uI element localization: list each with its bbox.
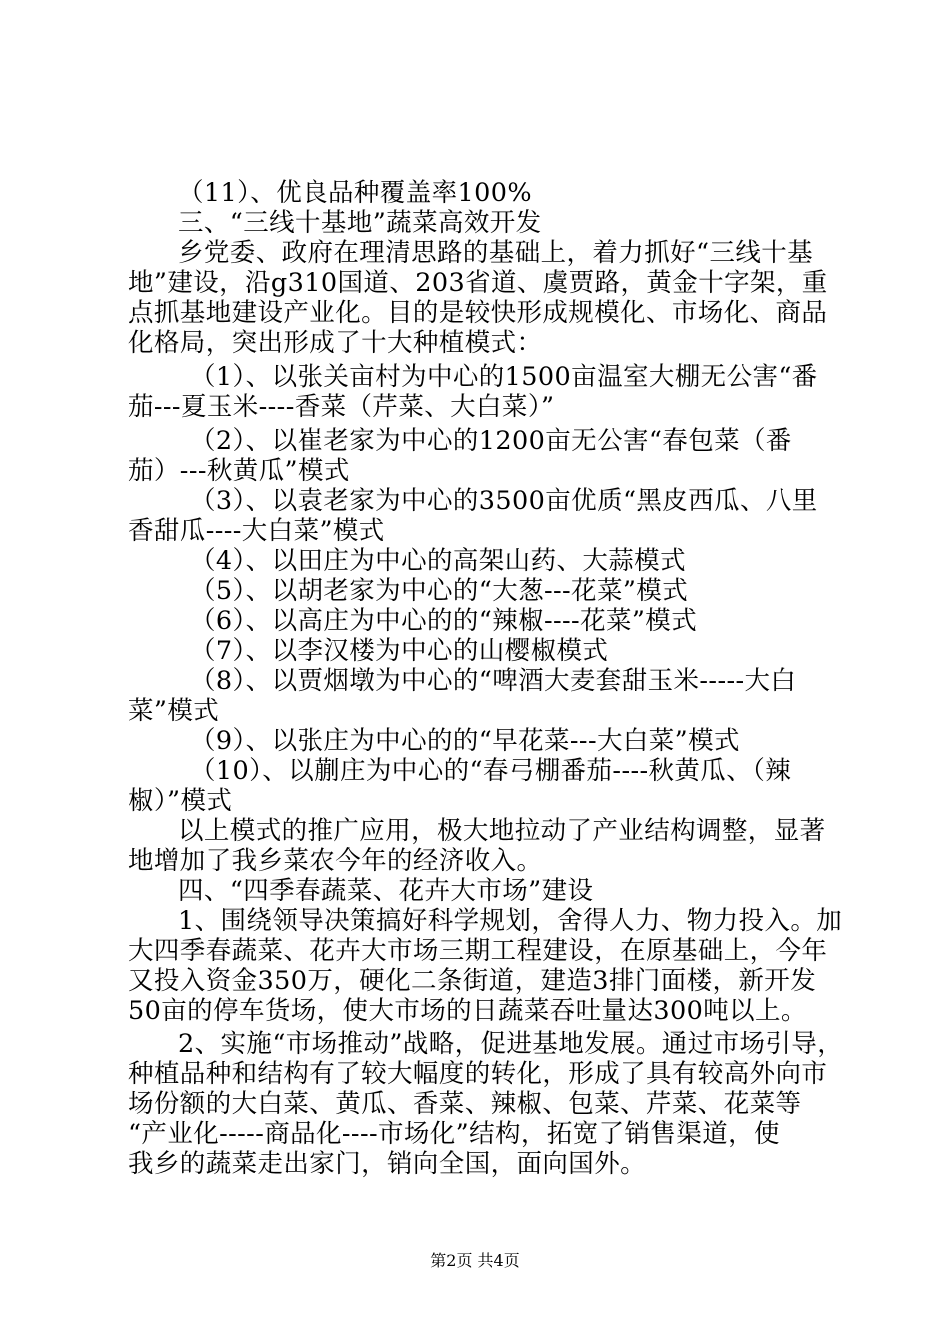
- text-line: 我乡的蔬菜走出家门，销向全国，面向国外。: [128, 1149, 647, 1179]
- text-line: 地”建设，沿g310国道、203省道、虞贾路，黄金十字架，重: [128, 268, 828, 298]
- text-line: （11）、优良品种覆盖率100%: [178, 178, 532, 208]
- text-line: 茄）---秋黄瓜”模式: [128, 456, 350, 486]
- section-heading: 三、“三线十基地”蔬菜高效开发: [178, 208, 542, 238]
- list-item: （10）、以蒯庄为中心的“春弓棚番茄----秋黄瓜、（辣: [190, 756, 792, 786]
- text-line: 以上模式的推广应用，极大地拉动了产业结构调整，显著: [178, 816, 826, 846]
- text-line: 1、围绕领导决策搞好科学规划，舍得人力、物力投入。加: [178, 906, 843, 936]
- text-line: 50亩的停车货场，使大市场的日蔬菜吞吐量达300吨以上。: [128, 996, 807, 1026]
- text-line: 茄---夏玉米----香菜（芹菜、大白菜）”: [128, 392, 555, 422]
- section-heading: 四、“四季春蔬菜、花卉大市场”建设: [178, 876, 594, 906]
- list-item: （3）、以袁老家为中心的3500亩优质“黑皮西瓜、八里: [190, 486, 818, 516]
- text-line: 香甜瓜----大白菜”模式: [128, 516, 385, 546]
- list-item: （2）、以崔老家为中心的1200亩无公害“春包菜（番: [190, 426, 792, 456]
- page-footer: 第2页 共4页: [430, 1251, 520, 1270]
- text-line: 又投入资金350万，硬化二条街道，建造3排门面楼，新开发: [128, 966, 817, 996]
- text-line: 2、实施“市场推动”战略，促进基地发展。通过市场引导，: [178, 1029, 844, 1059]
- text-line: 乡党委、政府在理清思路的基础上，着力抓好“三线十基: [178, 238, 814, 268]
- text-line: 化格局，突出形成了十大种植模式：: [128, 328, 543, 358]
- text-line: 点抓基地建设产业化。目的是较快形成规模化、市场化、商品: [128, 298, 828, 328]
- text-line: 大四季春蔬菜、花卉大市场三期工程建设，在原基础上，今年: [128, 936, 828, 966]
- list-item: （8）、以贾烟墩为中心的“啤酒大麦套甜玉米-----大白: [190, 666, 797, 696]
- list-item: （9）、以张庄为中心的的“早花菜---大白菜”模式: [190, 726, 740, 756]
- list-item: （5）、以胡老家为中心的“大葱---花菜”模式: [190, 576, 689, 606]
- text-line: 地增加了我乡菜农今年的经济收入。: [128, 846, 543, 876]
- list-item: （6）、以高庄为中心的的“辣椒----花菜”模式: [190, 606, 698, 636]
- list-item: （1）、以张关亩村为中心的1500亩温室大棚无公害“番: [190, 362, 818, 392]
- text-line: 场份额的大白菜、黄瓜、香菜、辣椒、包菜、芹菜、花菜等: [128, 1089, 802, 1119]
- text-line: 菜”模式: [128, 696, 220, 726]
- text-line: 种植品种和结构有了较大幅度的转化，形成了具有较高外向市: [128, 1059, 828, 1089]
- list-item: （4）、以田庄为中心的高架山药、大蒜模式: [190, 546, 686, 576]
- list-item: （7）、以李汉楼为中心的山樱椒模式: [190, 636, 609, 666]
- text-line: 椒）”模式: [128, 786, 233, 816]
- text-line: “产业化-----商品化----市场化”结构，拓宽了销售渠道，使: [128, 1119, 780, 1149]
